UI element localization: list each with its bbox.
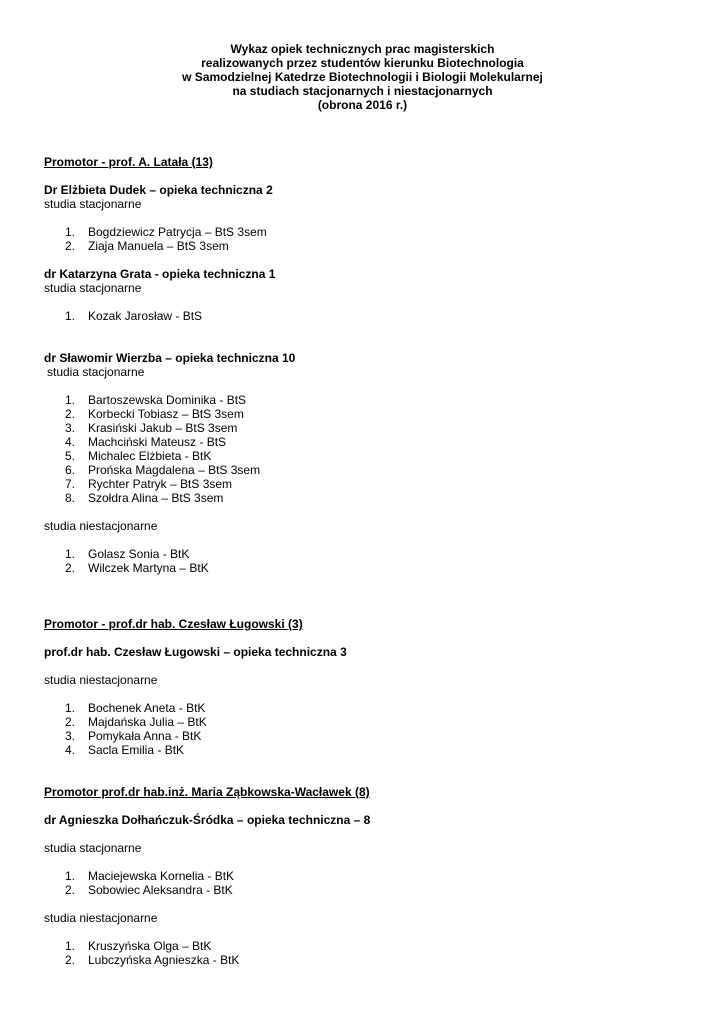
promotor-heading: Promotor prof.dr hab.inż. Maria Ząbkowska-Wacławek (8) (44, 785, 370, 799)
student-name: Michalec Elżbieta - BtK (88, 449, 212, 463)
student-name: Maciejewska Kornelia - BtK (88, 869, 235, 883)
study-mode-label: studia niestacjonarne (44, 519, 158, 533)
student-name: Rychter Patryk – BtS 3sem (88, 477, 233, 491)
student-name: Kozak Jarosław - BtS (88, 309, 203, 323)
student-name: Korbecki Tobiasz – BtS 3sem (88, 407, 244, 421)
promotor-heading: Promotor - prof.dr hab. Czesław Ługowski (3) (44, 617, 303, 631)
student-name: Golasz Sonia - BtK (88, 547, 190, 561)
supervisor-title: prof.dr hab. Czesław Ługowski – opieka techniczna 3 (44, 645, 347, 659)
student-name: Szołdra Alina – BtS 3sem (88, 491, 224, 505)
student-name: Ziaja Manuela – BtS 3sem (88, 239, 229, 253)
student-name: Kruszyńska Olga – BtK (88, 939, 212, 953)
study-mode-label: studia niestacjonarne (44, 673, 158, 687)
student-name: Machciński Mateusz - BtS (88, 435, 227, 449)
student-name: Majdańska Julia – BtK (88, 715, 207, 729)
study-mode-label: studia stacjonarne (44, 281, 142, 295)
study-mode-label: studia stacjonarne (44, 197, 142, 211)
student-name: Bochenek Aneta - BtK (88, 701, 206, 715)
title-line: Wykaz opiek technicznych prac magisterskich (230, 42, 495, 56)
title-line: realizowanych przez studentów kierunku Biotechnologia (201, 56, 524, 70)
title-line: (obrona 2016 r.) (317, 98, 408, 112)
title-line: w Samodzielnej Katedrze Biotechnologii i Biologii Molekularnej (182, 70, 543, 84)
title-line: na studiach stacjonarnych i niestacjonarnych (232, 84, 493, 98)
student-name: Bartoszewska Dominika - BtS (88, 393, 247, 407)
study-mode-label: studia stacjonarne (47, 365, 145, 379)
student-name: Bogdziewicz Patrycja – BtS 3sem (88, 225, 267, 239)
student-name: Krasiński Jakub – BtS 3sem (88, 421, 238, 435)
promotor-heading: Promotor - prof. A. Latała (13) (44, 155, 213, 169)
supervisor-title: Dr Elżbieta Dudek – opieka techniczna 2 (44, 183, 273, 197)
supervisor-title: dr Katarzyna Grata - opieka techniczna 1 (44, 267, 276, 281)
study-mode-label: studia stacjonarne (44, 841, 142, 855)
student-name: Prońska Magdalena – BtS 3sem (88, 463, 261, 477)
student-name: Lubczyńska Agnieszka - BtK (88, 953, 240, 967)
supervisor-title: dr Agnieszka Dołhańczuk-Śródka – opieka techniczna – 8 (44, 813, 371, 827)
student-name: Pomykała Anna - BtK (88, 729, 202, 743)
document-title (0, 42, 725, 112)
student-name: Sobowiec Aleksandra - BtK (88, 883, 233, 897)
student-name: Wilczek Martyna – BtK (88, 561, 209, 575)
study-mode-label: studia niestacjonarne (44, 911, 158, 925)
supervisor-title: dr Sławomir Wierzba – opieka techniczna 10 (44, 351, 296, 365)
document-page: Wykaz opiek technicznych prac magisterskich realizowanych przez studentów kierunku Biotechnologia w Samodzielnej Katedrze Biotechnologii i Biologii Molekularnej na studiach stacjonarnych i niestacjonarnych (obrona 2016 r.) Promotor - prof. A. Latała (13) Dr Elżbieta Dudek – opieka techniczna 2 studia stacjonarne 1. Bogdziewicz Patrycja – BtS 3sem 2. Ziaja Manuela – BtS 3sem dr Katarzyna Grata - opieka techniczna 1 studia stacjonarne 1. Kozak Jarosław - BtS dr Sławomir Wierzba – opieka techniczna 10 studia stacjonarne 1. Bartoszewska Dominika - BtS 2. Korbecki Tobiasz – BtS 3sem 3. Krasiński Jakub – BtS 3sem 4. Machciński Mateusz - BtS 5. Michalec Elżbieta - BtK 6. Prońska Magdalena – BtS 3sem 7. Rychter Patryk – BtS 3sem 8. Szołdra Alina – BtS 3sem studia niestacjonarne 1. Golasz Sonia - BtK 2. Wilczek Martyna – BtK Promotor - prof.dr hab. Czesław Ługowski (3) prof.dr hab. Czesław Ługowski – opieka techniczna 3 studia niestacjonarne 1. Bochenek Aneta - BtK 2. Majdańska Julia – BtK 3. Pomykała Anna - BtK 4. Sacla Emilia - BtK Promotor prof.dr hab.inż. Maria Ząbkowska-Wacławek (8) dr Agnieszka Dołhańczuk-Śródka – opieka techniczna – 8 studia stacjonarne 1. Maciejewska Kornelia - BtK 2. Sobowiec Aleksandra - BtK studia niestacjonarne 1. Kruszyńska Olga – BtK 2. Lubczyńska Agnieszka - BtK (0, 0, 725, 1024)
student-name: Sacla Emilia - BtK (88, 743, 185, 757)
